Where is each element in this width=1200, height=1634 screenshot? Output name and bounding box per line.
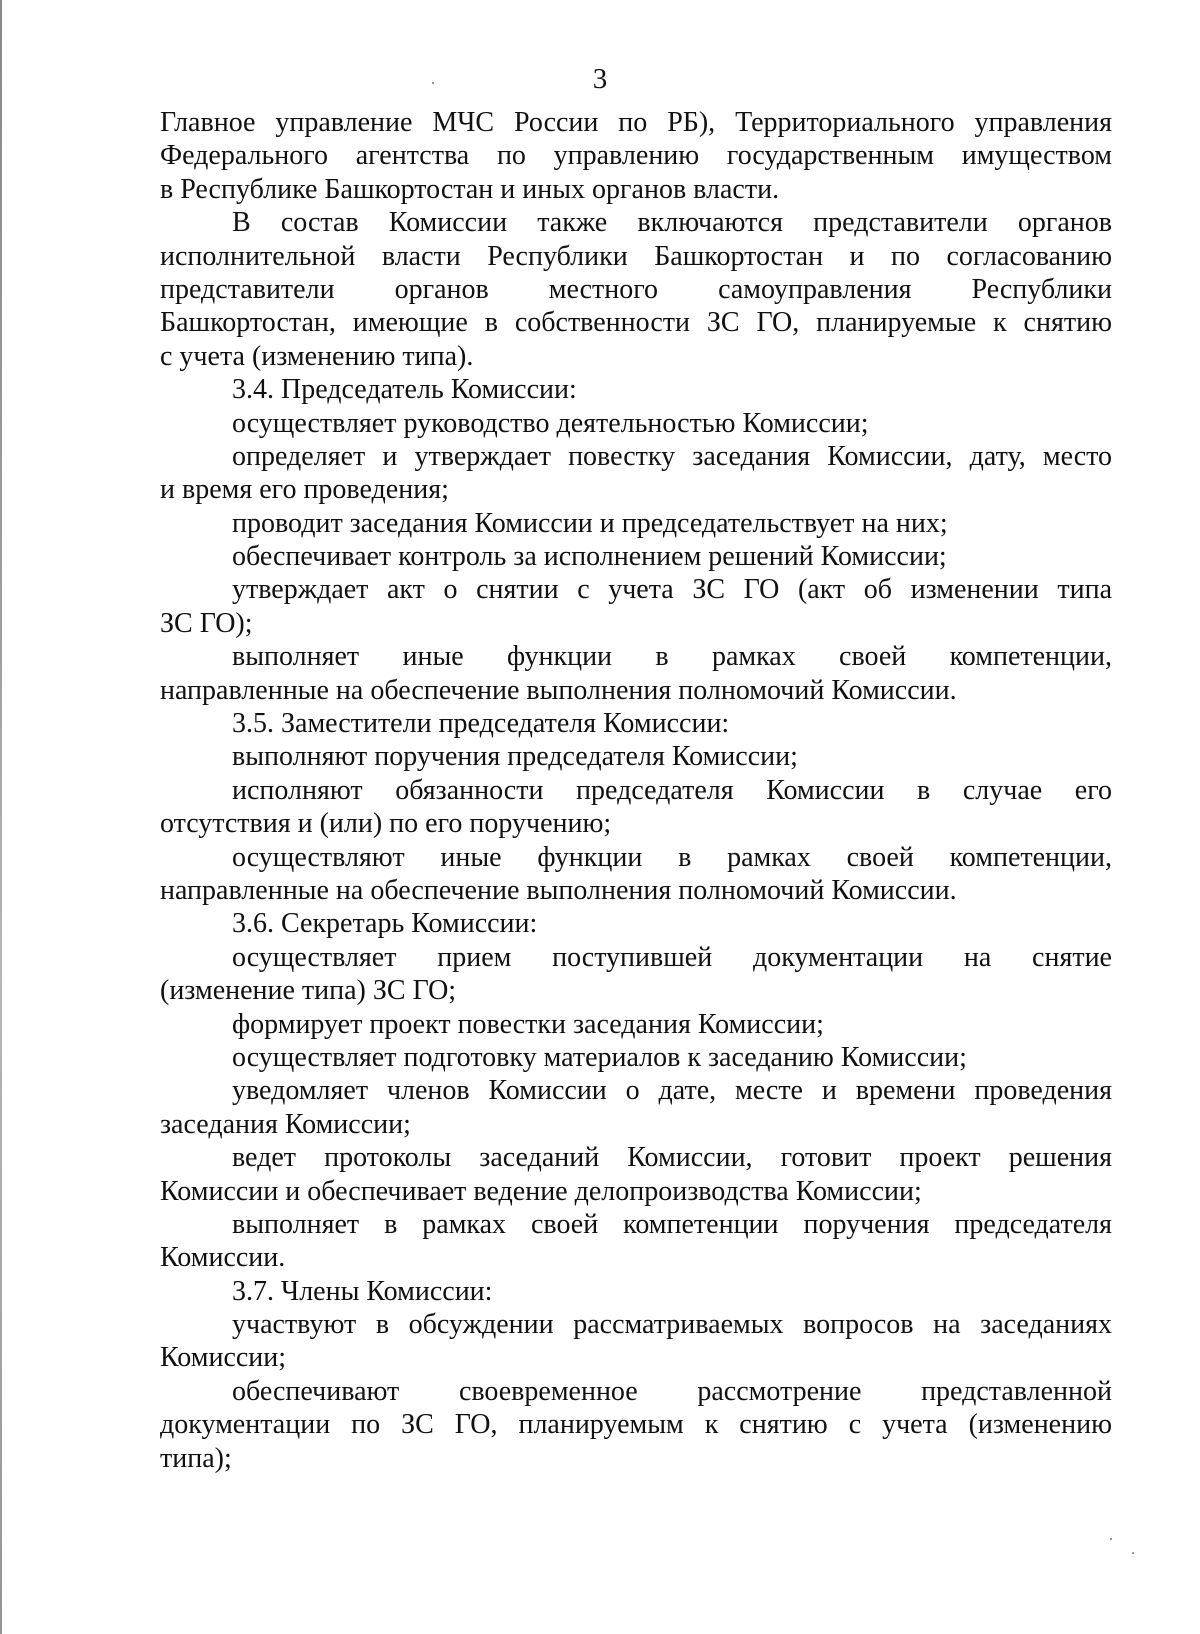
text-line: направленные на обеспечение выполнения полномочий Комиссии. bbox=[160, 674, 957, 706]
scan-speck bbox=[432, 82, 434, 84]
text-line: осуществляет подготовку материалов к заседанию Комиссии; bbox=[232, 1041, 967, 1073]
text-line: и время его проведения; bbox=[160, 474, 449, 506]
text-line: выполняют поручения председателя Комиссии; bbox=[232, 741, 798, 773]
text-line: исполнительной власти Республики Башкортостан и по согласованию bbox=[160, 240, 1112, 272]
text-line: уведомляет членов Комиссии о дате, месте и времени проведения bbox=[232, 1075, 1112, 1107]
text-line: осуществляют иные функции в рамках своей компетенции, bbox=[232, 841, 1112, 873]
text-line: с учета (изменению типа). bbox=[160, 340, 474, 372]
text-line: определяет и утверждает повестку заседания Комиссии, дату, место bbox=[232, 440, 1112, 472]
text-line: Федерального агентства по управлению государственным имуществом bbox=[160, 140, 1112, 172]
text-line: проводит заседания Комиссии и председательствует на них; bbox=[232, 507, 948, 539]
text-line: представители органов местного самоуправления Республики bbox=[160, 273, 1112, 305]
text-line: обеспечивают своевременное рассмотрение представленной bbox=[232, 1375, 1112, 1407]
text-line: участвуют в обсуждении рассматриваемых вопросов на заседаниях bbox=[232, 1309, 1112, 1341]
text-line: Комиссии; bbox=[160, 1342, 287, 1374]
text-line: документации по ЗС ГО, планируемым к снятию с учета (изменению bbox=[160, 1409, 1112, 1441]
text-line: исполняют обязанности председателя Комиссии в случае его bbox=[232, 774, 1112, 806]
scan-edge-shadow bbox=[0, 0, 2, 1634]
text-line: утверждает акт о снятии с учета ЗС ГО (акт об изменении типа bbox=[232, 574, 1112, 606]
text-line: Главное управление МЧС России по РБ), Территориального управления bbox=[160, 107, 1112, 138]
text-line: 3.6. Секретарь Комиссии: bbox=[232, 908, 538, 940]
text-line: 3.4. Председатель Комиссии: bbox=[232, 374, 577, 406]
text-line: ведет протоколы заседаний Комиссии, готовит проект решения bbox=[232, 1142, 1112, 1174]
text-line: Комиссии. bbox=[160, 1242, 286, 1274]
document-body bbox=[160, 106, 1112, 1475]
text-line: Башкортостан, имеющие в собственности ЗС ГО, планируемые к снятию bbox=[160, 307, 1112, 339]
text-line: ЗС ГО); bbox=[160, 607, 253, 639]
text-line: заседания Комиссии; bbox=[160, 1108, 411, 1140]
text-line: в Республике Башкортостан и иных органов власти. bbox=[160, 173, 780, 205]
scan-speck bbox=[1132, 1552, 1134, 1554]
text-line: осуществляет руководство деятельностью Комиссии; bbox=[232, 407, 869, 439]
text-line: осуществляет прием поступившей документации на снятие bbox=[232, 941, 1112, 973]
text-line: 3.5. Заместители председателя Комиссии: bbox=[232, 708, 730, 740]
text-line: формирует проект повестки заседания Комиссии; bbox=[232, 1008, 824, 1040]
text-line: (изменение типа) ЗС ГО; bbox=[160, 975, 457, 1007]
text-line: 3.7. Члены Комиссии: bbox=[232, 1275, 493, 1307]
scan-speck bbox=[1110, 1538, 1112, 1540]
text-line: направленные на обеспечение выполнения полномочий Комиссии. bbox=[160, 874, 957, 906]
text-line: выполняет в рамках своей компетенции поручения председателя bbox=[232, 1208, 1112, 1240]
text-line: Комиссии и обеспечивает ведение делопроизводства Комиссии; bbox=[160, 1175, 922, 1207]
page-number: 3 bbox=[592, 63, 608, 95]
text-line: выполняет иные функции в рамках своей компетенции, bbox=[232, 641, 1112, 673]
text-line: обеспечивает контроль за исполнением решений Комиссии; bbox=[232, 541, 947, 573]
text-line: В состав Комиссии также включаются представители органов bbox=[232, 207, 1112, 239]
text-line: типа); bbox=[160, 1442, 232, 1474]
text-line: отсутствия и (или) по его поручению; bbox=[160, 808, 612, 840]
